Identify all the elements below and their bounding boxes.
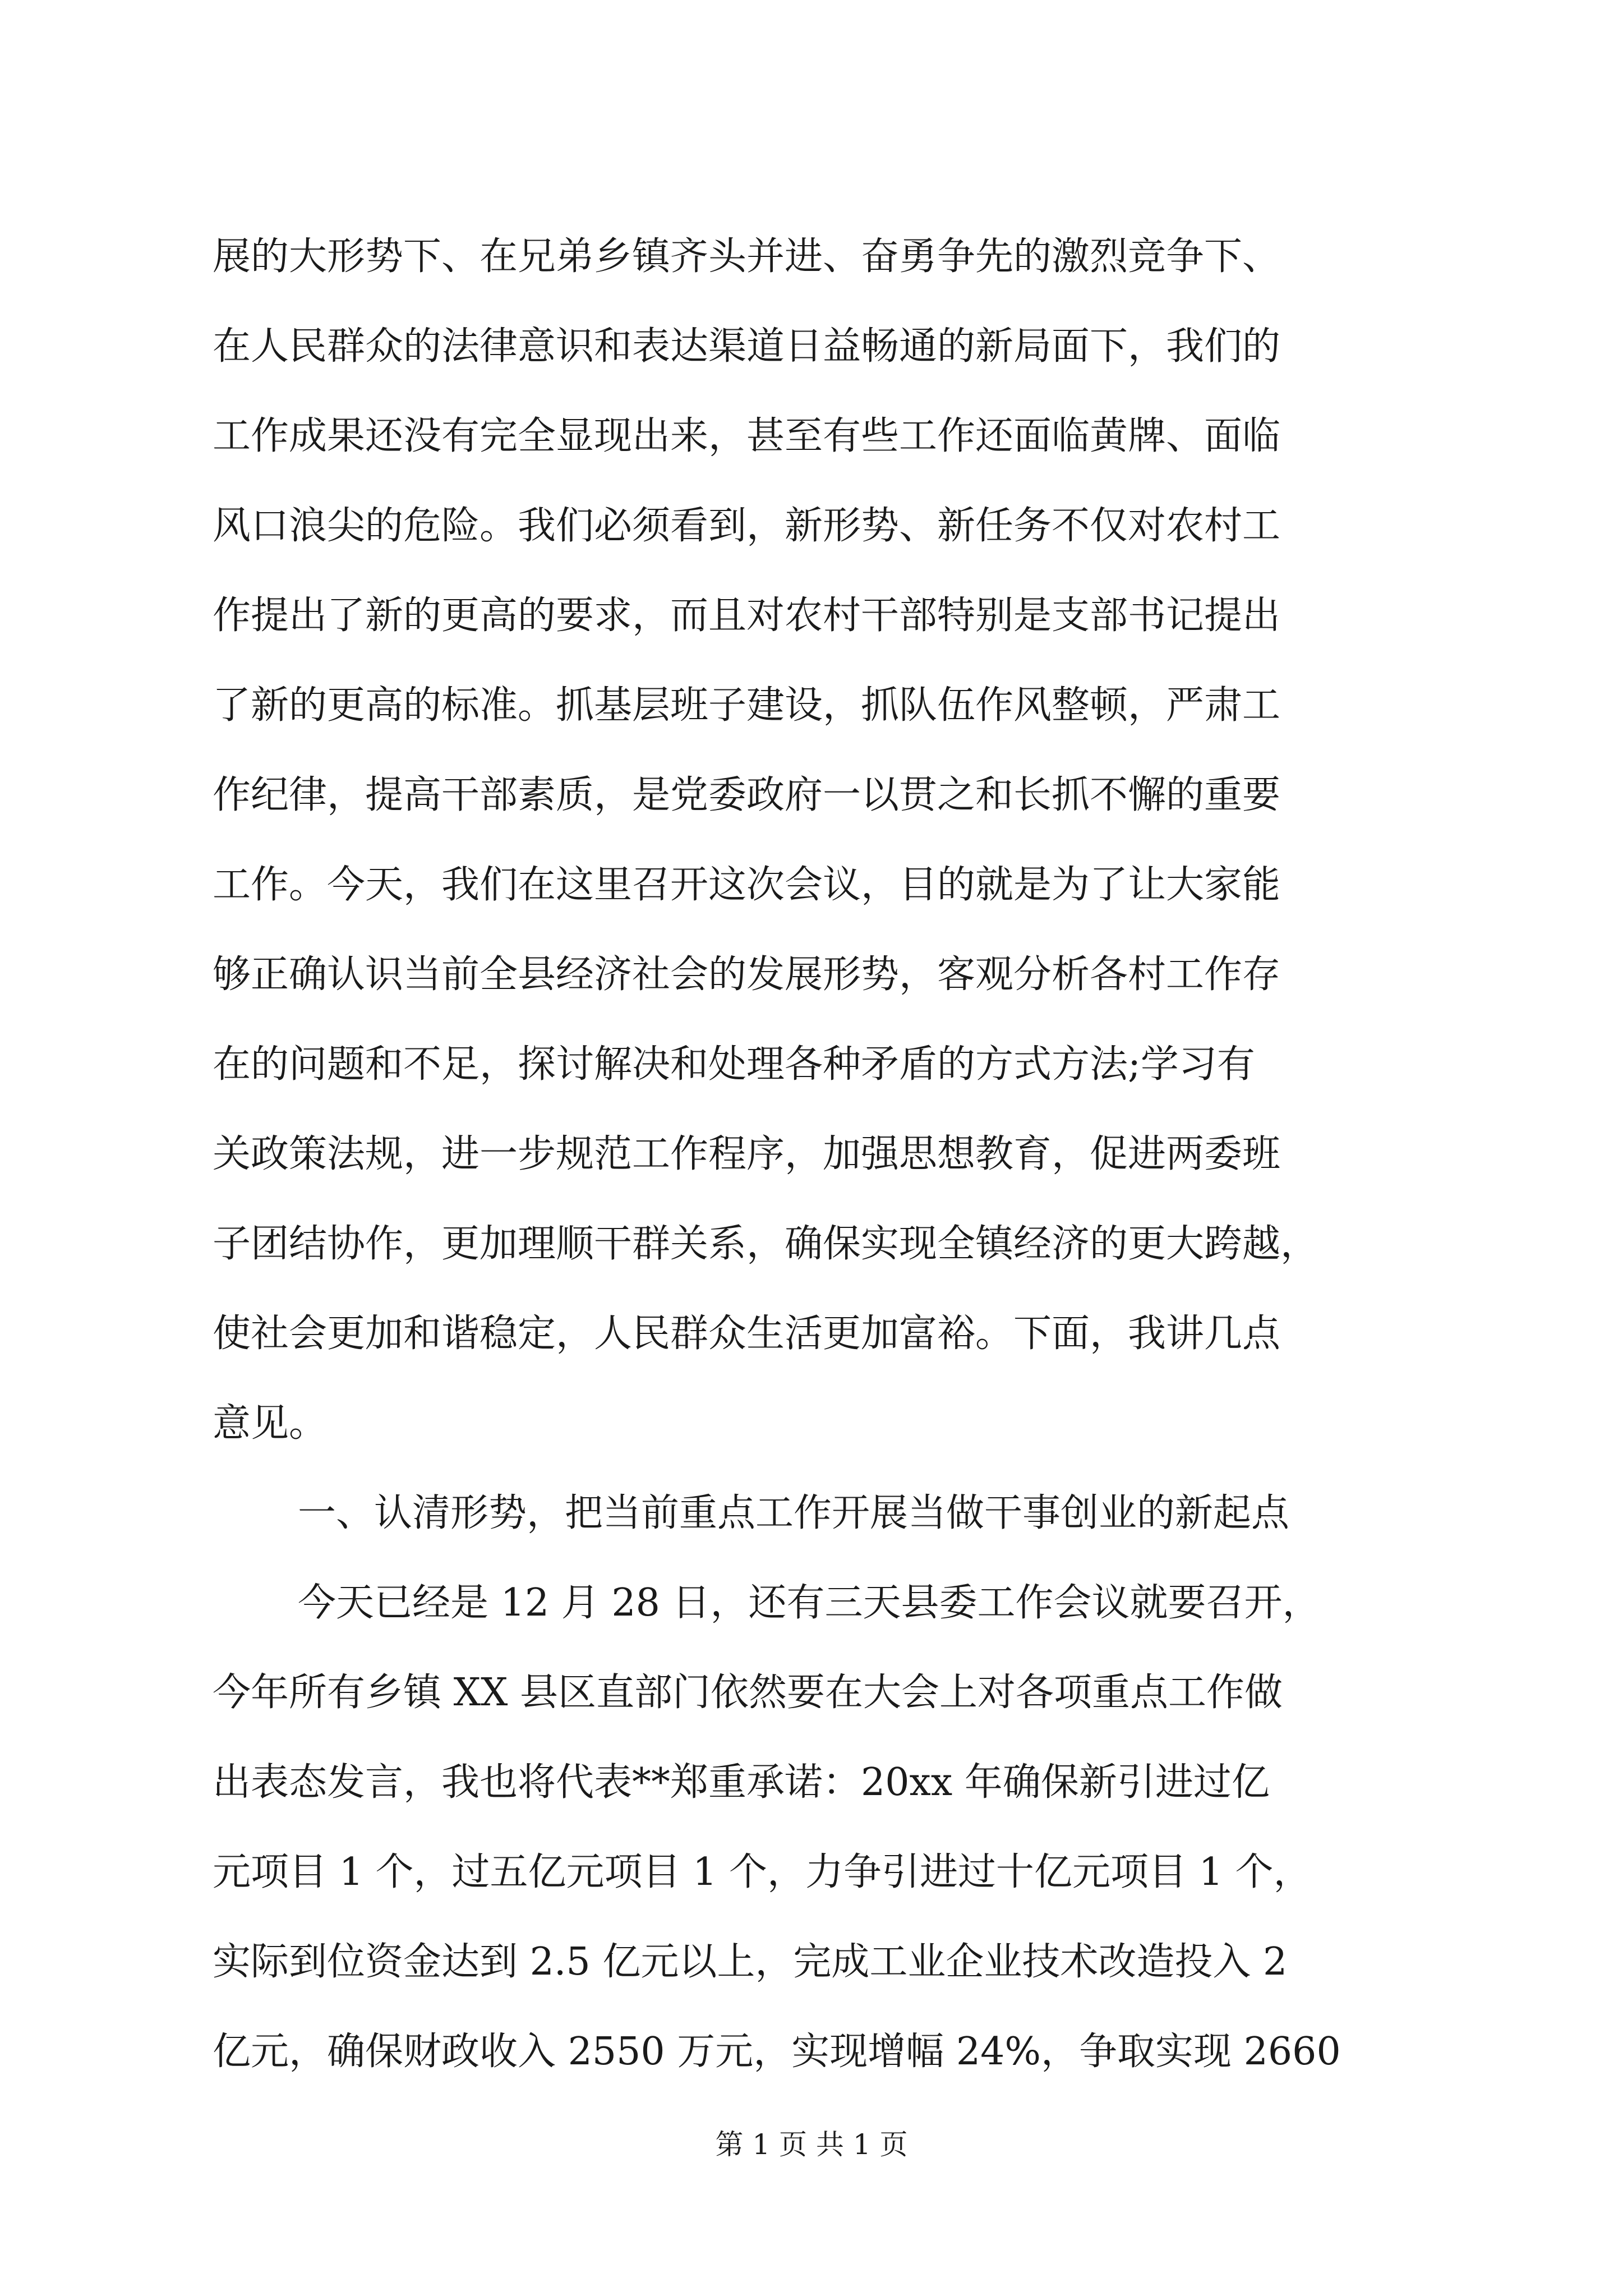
paragraph-line: 风口浪尖的危险。我们必须看到，新形势、新任务不仅对农村工 [213,504,1281,548]
paragraph-line: 今年所有乡镇 XX 县区直部门依然要在大会上对各项重点工作做 [213,1671,1283,1715]
paragraph-line: 今天已经是 12 月 28 日，还有三天县委工作会议就要召开， [298,1581,1321,1625]
page-footer: 第 1 页 共 1 页 [715,2128,908,2161]
paragraph-line: 关政策法规，进一步规范工作程序，加强思想教育，促进两委班 [213,1132,1281,1176]
paragraph-line: 实际到位资金达到 2.5 亿元以上，完成工业企业技术改造投入 2 [213,1940,1288,1984]
paragraph-line: 工作。今天，我们在这里召开这次会议，目的就是为了让大家能 [213,863,1281,907]
paragraph-line: 展的大形势下、在兄弟乡镇齐头并进、奋勇争先的激烈竞争下、 [213,234,1281,279]
section-heading: 一、认清形势，把当前重点工作开展当做干事创业的新起点 [298,1491,1290,1535]
paragraph-line: 在的问题和不足，探讨解决和处理各种矛盾的方式方法;学习有 [213,1042,1255,1087]
paragraph-line: 工作成果还没有完全显现出来，甚至有些工作还面临黄牌、面临 [213,414,1281,458]
paragraph-line: 元项目 1 个，过五亿元项目 1 个，力争引进过十亿元项目 1 个， [213,1850,1312,1894]
paragraph-line: 意见。 [213,1401,328,1446]
paragraph-line: 亿元，确保财政收入 2550 万元，实现增幅 24%，争取实现 2660 [213,2030,1341,2074]
paragraph-line: 够正确认识当前全县经济社会的发展形势，客观分析各村工作存 [213,953,1281,997]
paragraph-line: 子团结协作，更加理顺干群关系，确保实现全镇经济的更大跨越， [213,1222,1319,1266]
paragraph-line: 在人民群众的法律意识和表达渠道日益畅通的新局面下，我们的 [213,324,1281,369]
paragraph-line: 作纪律，提高干部素质，是党委政府一以贯之和长抓不懈的重要 [213,773,1281,817]
paragraph-line: 作提出了新的更高的要求，而且对农村干部特别是支部书记提出 [213,593,1281,638]
paragraph-line: 使社会更加和谐稳定，人民群众生活更加富裕。下面，我讲几点 [213,1312,1281,1356]
paragraph-line: 出表态发言，我也将代表**郑重承诺：20xx 年确保新引进过亿 [213,1760,1270,1805]
paragraph-line: 了新的更高的标准。抓基层班子建设，抓队伍作风整顿，严肃工 [213,683,1281,728]
